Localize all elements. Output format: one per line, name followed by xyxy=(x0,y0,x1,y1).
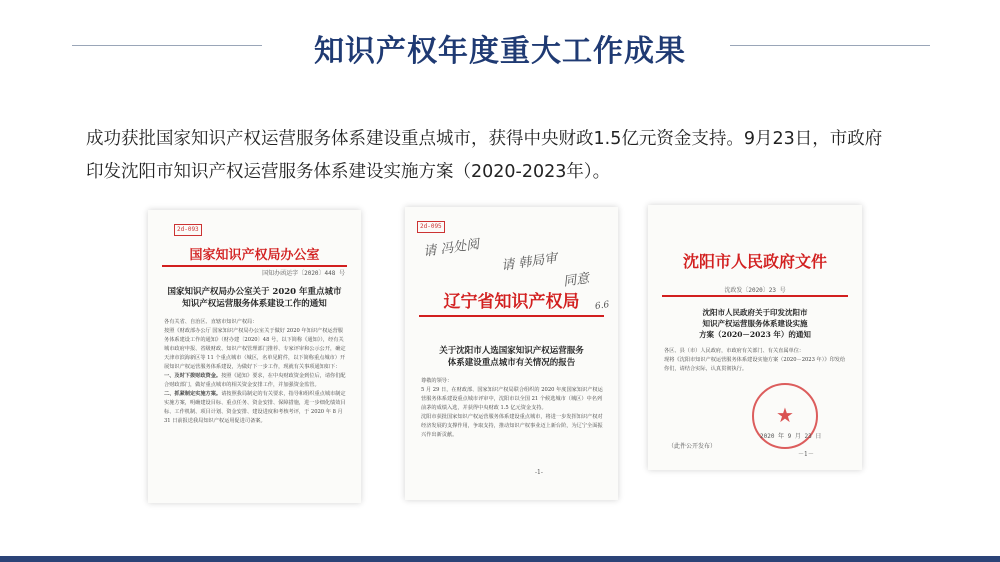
red-divider xyxy=(662,295,848,297)
document-number: 沈政发〔2020〕23 号 xyxy=(724,287,786,294)
document-title-line-3: 方案（2020－2023 年）的通知 xyxy=(699,330,811,339)
document-addressee: 各区、县（市）人民政府，市政府有关部门、有关直属单位： xyxy=(664,348,805,354)
document-title xyxy=(415,345,608,369)
document-title xyxy=(658,307,852,340)
page-number: －1－ xyxy=(798,451,814,458)
red-divider xyxy=(419,315,604,317)
document-addressee: 各有关省、自治区、直辖市知识产权局： xyxy=(164,319,258,325)
document-item-heading: 一、及时下拨财政资金。 xyxy=(164,373,222,379)
document-date: 2020 年 9 月 23 日 xyxy=(760,433,822,440)
document-red-header: 辽宁省知识产权局 xyxy=(443,292,580,312)
document-item-text: 按照《通知》要求，在中央财政资金到位后，请你们配合财政部门，做好重点城市的相关资金安排工作，并加强资金监管。 xyxy=(164,373,346,388)
handwritten-note-1: 请 冯处阅 xyxy=(422,237,481,260)
document-red-header: 国家知识产权局办公室 xyxy=(189,248,320,263)
handwritten-note-2: 请 韩局审 xyxy=(500,251,559,274)
document-title-line-1: 关于沈阳市人选国家知识产权运营服务 xyxy=(439,346,584,356)
receipt-stamp: 2d-093 xyxy=(174,224,202,236)
document-body xyxy=(421,377,604,440)
document-addressee: 尊敬的领导： xyxy=(421,378,453,384)
handwritten-note-3: 同意 xyxy=(562,271,591,290)
star-icon: ★ xyxy=(776,403,794,427)
document-title-line-1: 国家知识产权局办公室关于 2020 年重点城市 xyxy=(167,287,342,297)
document-image-cnipa-notice xyxy=(148,210,361,503)
page-number: -1- xyxy=(535,469,543,476)
document-red-header: 沈阳市人民政府文件 xyxy=(682,252,827,271)
document-image-liaoning-report xyxy=(405,207,618,500)
body-line-2: 印发沈阳市知识产权运营服务体系建设实施方案（2020-2023年）。 xyxy=(86,162,611,182)
document-title-line-1: 沈阳市人民政府关于印发沈阳市 xyxy=(702,308,808,317)
bottom-accent-bar xyxy=(0,556,1000,562)
document-item-text: 请按照我局制定的有关要求，指导和组织重点城市制定实施方案，明确建设目标、重点任务、资金安排、保障措施，进一步细化绩效目标、工作机制、项目计划、资金安排、建设进度和考核考评，于 2020 年 8 月 31 日前报送我局知识产权运用促进司备案。 xyxy=(164,391,346,424)
document-image-shenyang-notice xyxy=(648,205,862,470)
document-title xyxy=(158,286,351,310)
document-number: 国知办函运字〔2020〕448 号 xyxy=(262,270,345,277)
body-line-1: 成功获批国家知识产权运营服务体系建设重点城市，获得中央财政1.5亿元资金支持。9月23日，市政府 xyxy=(86,129,883,149)
document-body xyxy=(664,347,848,374)
document-title-line-2: 知识产权运营服务体系建设实施 xyxy=(702,319,808,328)
document-body xyxy=(164,318,347,426)
document-note: （此件公开发布） xyxy=(668,443,717,450)
document-paragraph: 现将《沈阳市知识产权运营服务体系建设实施方案（2020－2023 年）》印发给你们，请结合实际，认真贯彻执行。 xyxy=(664,357,846,372)
document-title-line-2: 体系建设重点城市有关情况的报告 xyxy=(447,358,576,368)
red-divider xyxy=(162,265,347,267)
document-item-heading: 二、抓紧制定实施方案。 xyxy=(164,391,222,397)
document-paragraph: 5 月 29 日，在财政部、国家知识产权局联合组织的 2020 年度国家知识产权运营服务体系建设重点城市评审中，沈阳市以全国 21 个候选城市（城区）中名列前茅的成绩入选，并获得中央财政 1.5 亿元资金支持。 xyxy=(421,387,603,411)
receipt-stamp: 2d-095 xyxy=(417,221,445,233)
slide-title: 知识产权年度重大工作成果 xyxy=(314,34,686,69)
slide-body-text xyxy=(86,123,926,189)
handwritten-date: 6.6 xyxy=(594,300,610,312)
document-title-line-2: 知识产权运营服务体系建设工作的通知 xyxy=(182,299,327,309)
document-paragraph: 按照《财政部办公厅 国家知识产权局办公室关于做好 2020 年知识产权运营服务体系建设工作的通知》（财办建〔2020〕48 号，以下简称《通知》），经有关城市政府申报、省级财政、知识产权管理部门推荐、专家评审和公示公开，确定天津市滨海新区等 11 个重点城市（城区，名单见附件，以下简称重点城市）开展知识产权运营服务体系建设，为做好下一步工作，现就有关事项通知如下： xyxy=(164,328,346,370)
document-paragraph: 沈阳市获批国家知识产权运营服务体系建设重点城市，将进一步发挥知识产权对经济发展的支撑作用，争取支持，推动知识产权事业迈上新台阶，为辽宁全面振兴作出新贡献。 xyxy=(421,414,603,438)
